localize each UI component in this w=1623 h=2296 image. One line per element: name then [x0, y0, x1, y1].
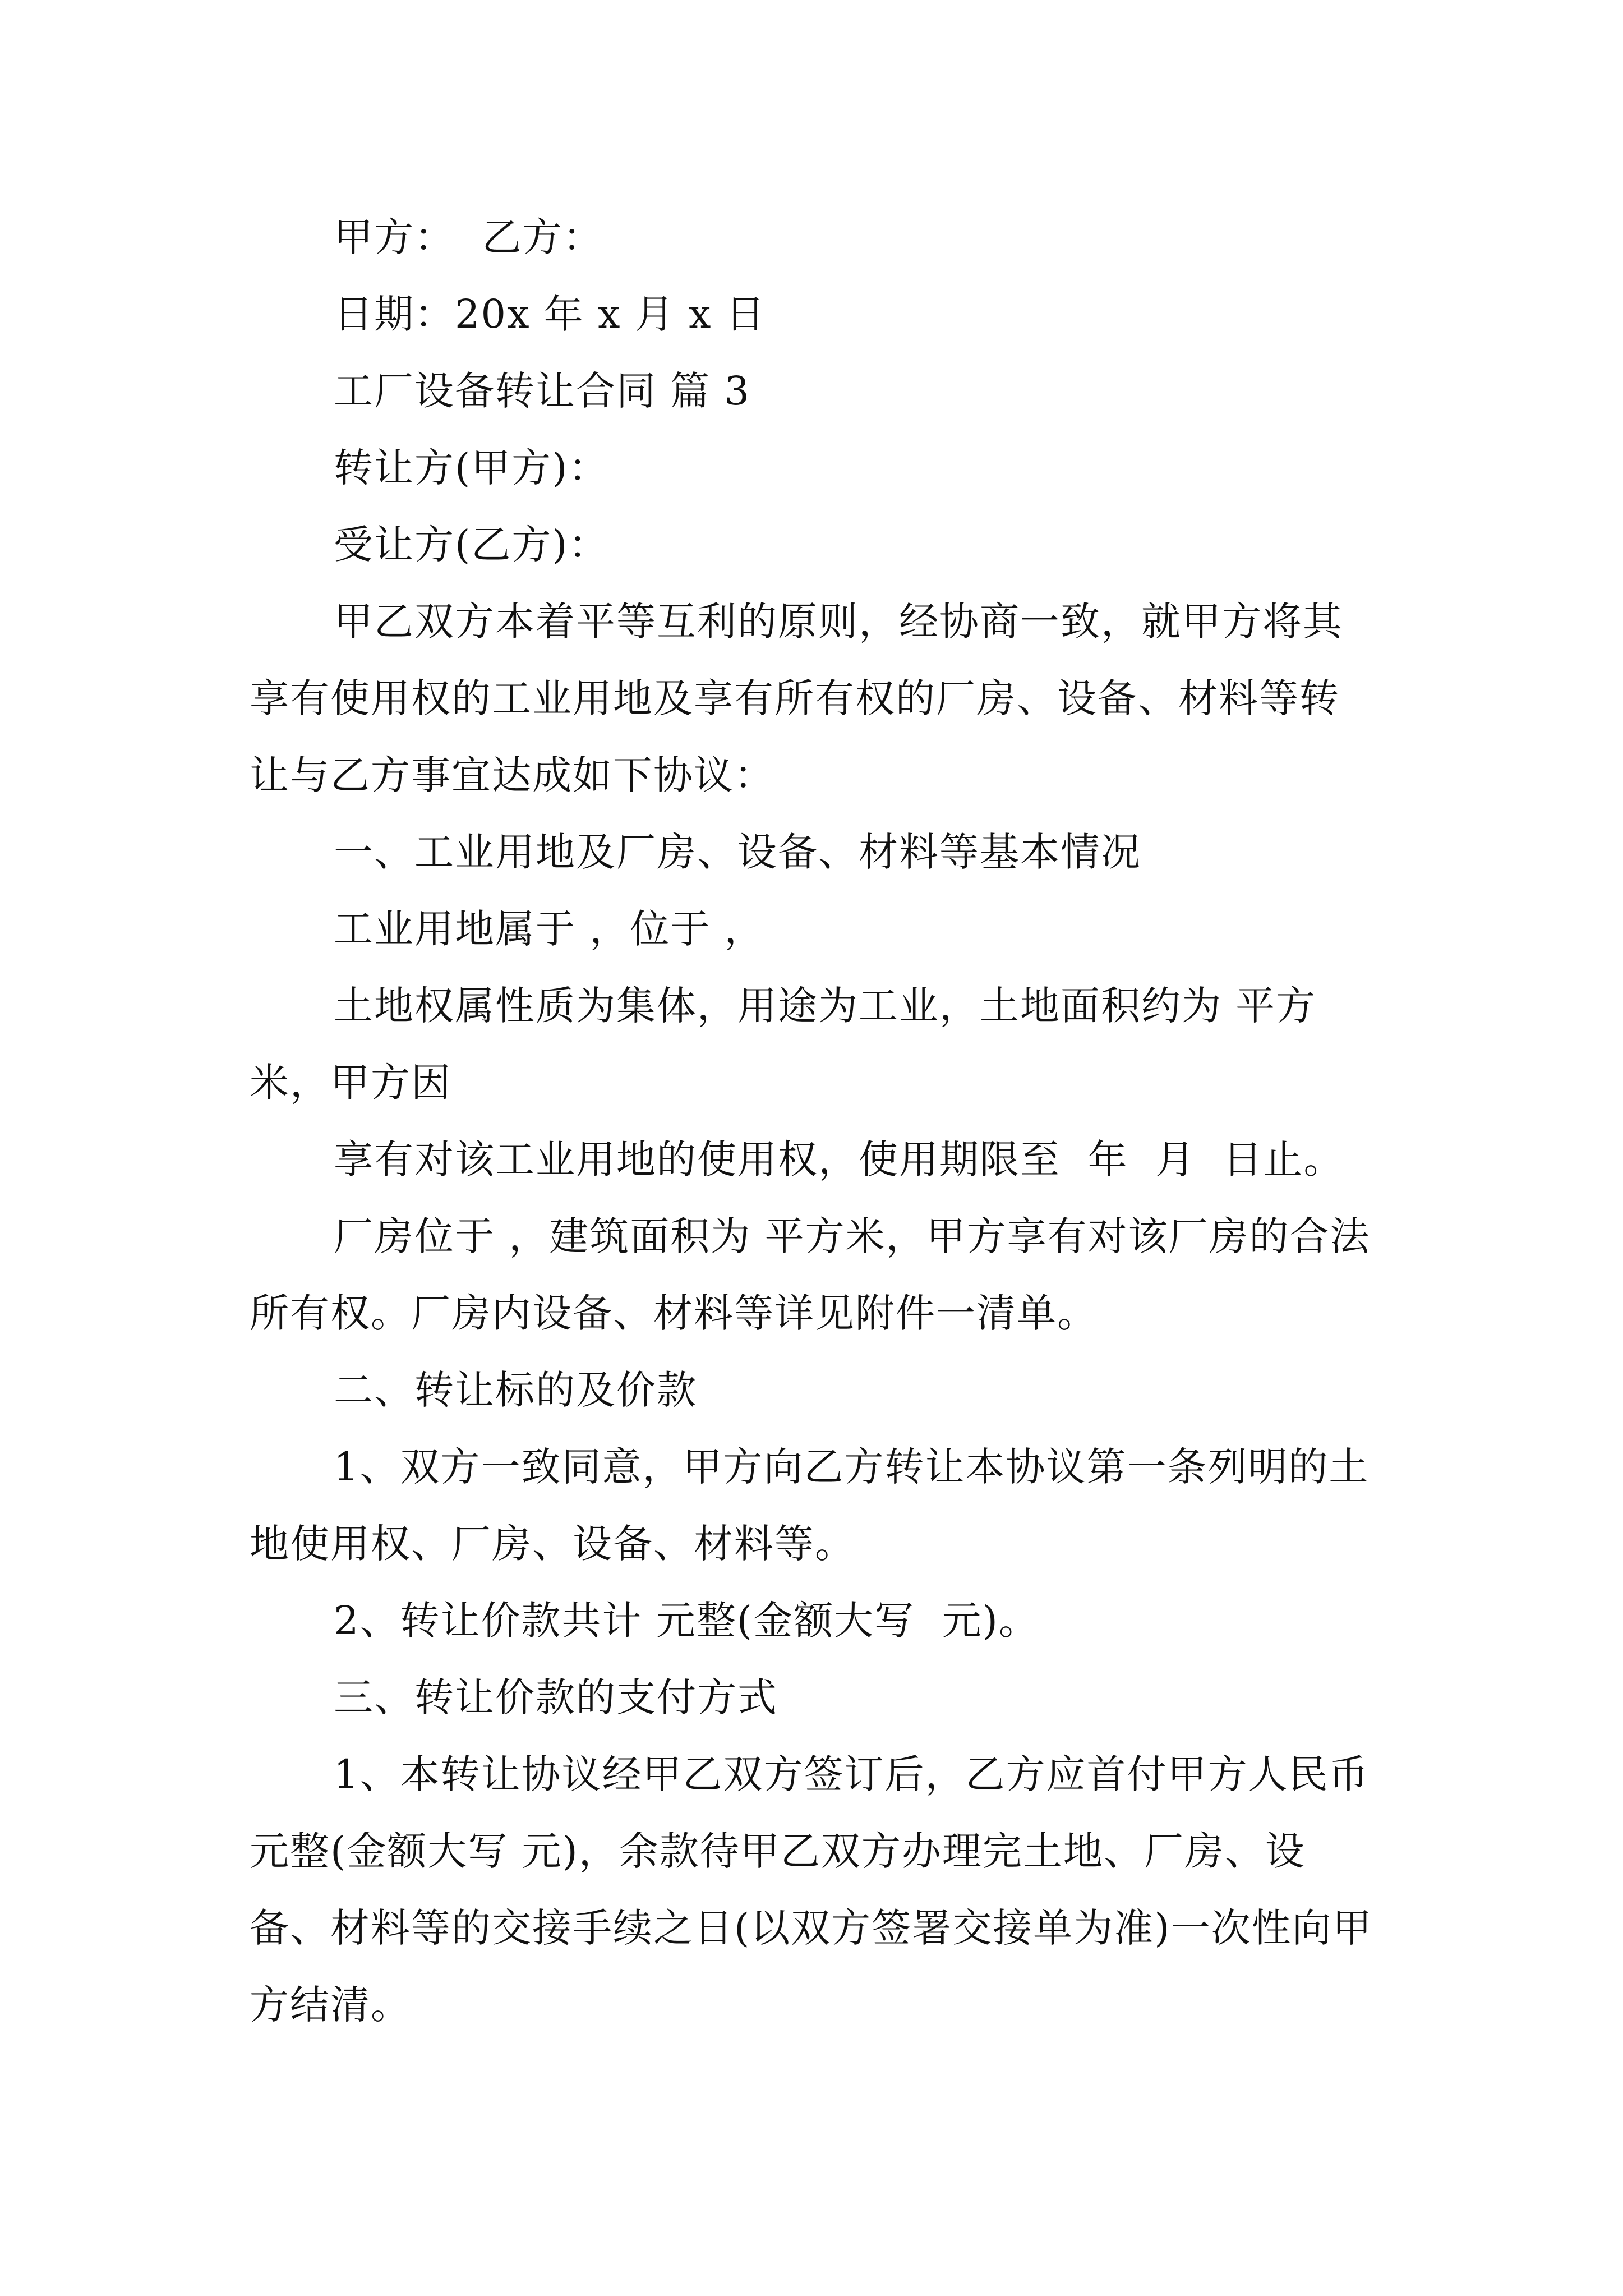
clause-2-1: 1、双方一致同意，甲方向乙方转让本协议第一条列明的土地使用权、厂房、设备、材料等。 — [250, 1444, 1370, 1567]
land-ownership-line: 工业用地属于 ，位于 ， — [334, 906, 765, 952]
transferee-line: 受让方(乙方)： — [334, 522, 609, 568]
preamble-paragraph: 甲乙双方本着平等互利的原则，经协商一致，就甲方将其享有使用权的工业用地及享有所有权的厂房、设备、材料等转让与乙方事宜达成如下协议： — [250, 599, 1343, 798]
section-heading-1: 一、工业用地及厂房、设备、材料等基本情况 — [334, 829, 1141, 875]
land-use-term-line: 享有对该工业用地的使用权，使用期限至 年 月 日止。 — [334, 1137, 1344, 1182]
clause-2-2: 2、转让价款共计 元整(金额大写 元)。 — [334, 1598, 1039, 1644]
contract-title: 工厂设备转让合同 篇 3 — [334, 368, 751, 414]
section-heading-2: 二、转让标的及价款 — [334, 1367, 697, 1413]
signature-parties-line: 甲方： 乙方： — [334, 214, 603, 260]
document-body — [250, 199, 1383, 2044]
land-nature-paragraph: 土地权属性质为集体，用途为工业，土地面积约为 平方米，甲方因 — [250, 983, 1317, 1106]
date-line: 日期：20x 年 x 月 x 日 — [334, 291, 766, 337]
clause-3-1: 1、本转让协议经甲乙双方签订后，乙方应首付甲方人民币 元整(金额大写 元)，余款待甲乙双方办理完土地、厂房、设备、材料等的交接手续之日(以双方签署交接单为准)一次性向甲方结清。 — [250, 1751, 1383, 2028]
factory-building-paragraph: 厂房位于 ，建筑面积为 平方米，甲方享有对该厂房的合法所有权。厂房内设备、材料等详见附件一清单。 — [250, 1213, 1371, 1336]
transferor-line: 转让方(甲方)： — [334, 445, 609, 491]
section-heading-3: 三、转让价款的支付方式 — [334, 1674, 778, 1720]
